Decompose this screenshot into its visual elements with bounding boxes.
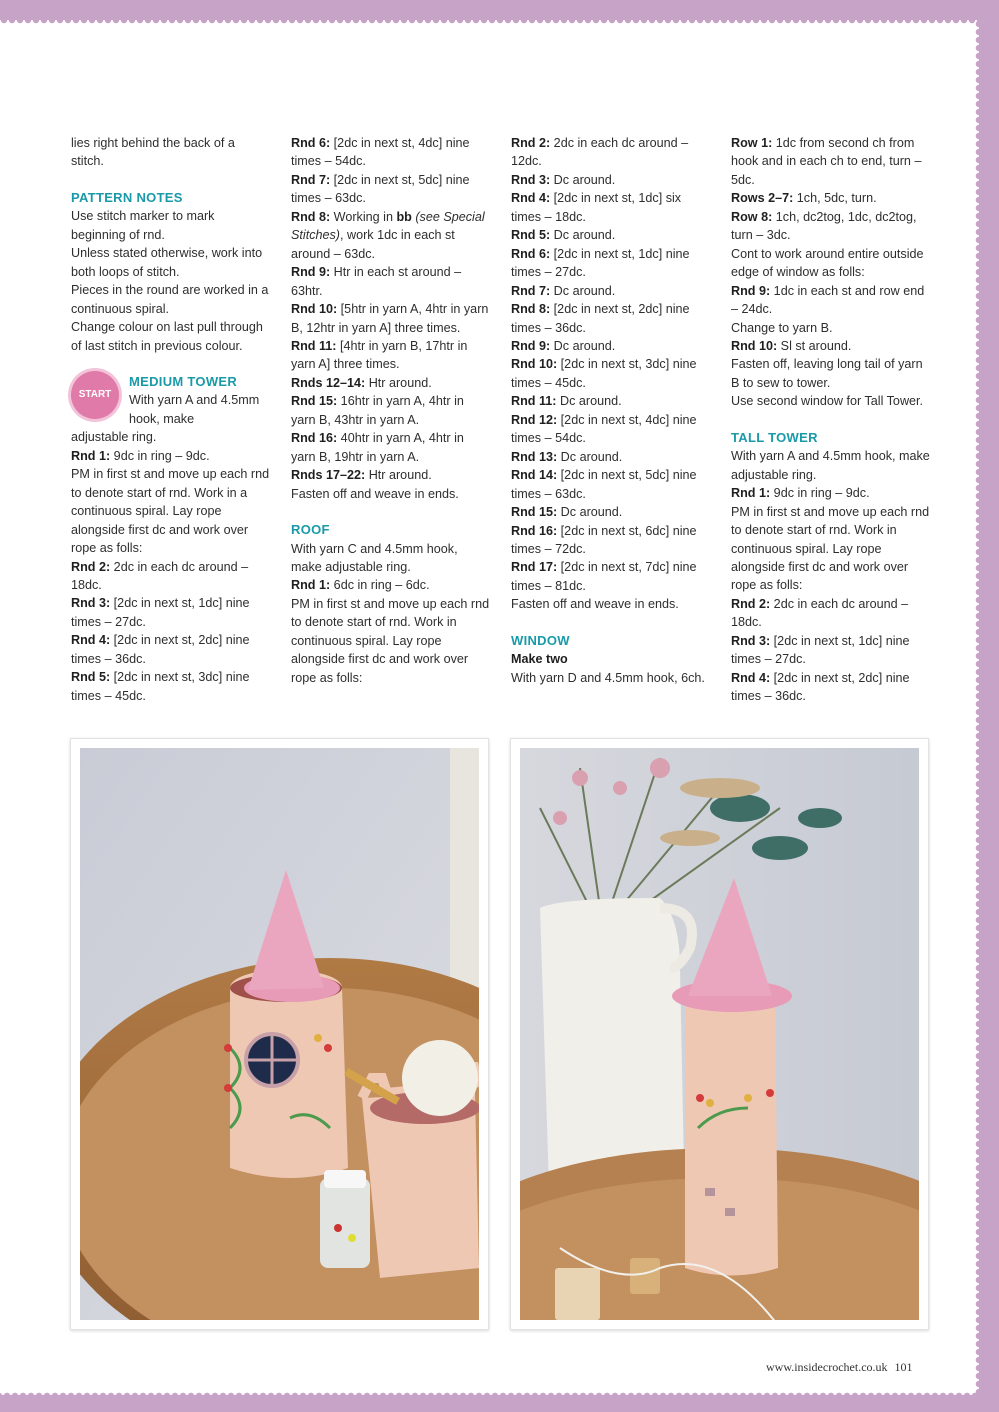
instruction-label: Row 8: bbox=[731, 209, 773, 224]
instruction-text: 2dc in each dc around – 18dc. bbox=[71, 559, 249, 592]
instruction-label: Rnd 10: bbox=[731, 338, 778, 353]
instruction-text: Dc around. bbox=[550, 228, 616, 243]
pattern-instruction bbox=[511, 503, 711, 521]
medium-tower-photo-image bbox=[80, 748, 479, 1320]
subheading bbox=[511, 650, 711, 668]
subheading-text: Make two bbox=[511, 652, 568, 667]
spacer bbox=[71, 355, 271, 373]
instruction-label: Rnd 8: bbox=[291, 209, 331, 224]
instruction-label: Rnd 9: bbox=[731, 283, 771, 298]
section-heading: TALL TOWER bbox=[731, 429, 818, 445]
instruction-label: Rnds 12–14: bbox=[291, 375, 366, 390]
pattern-instruction bbox=[511, 392, 711, 410]
instruction-label: Rnd 10: bbox=[291, 302, 338, 317]
pattern-text: PM in first st and move up each rnd to denote start of rnd. Work in a continuous spiral. Lay rope alongside first dc and work over rope as folls: bbox=[71, 467, 270, 556]
pattern-text: Cont to work around entire outside edge of window as folls: bbox=[731, 246, 924, 280]
instruction-text: 1ch, 5dc, turn. bbox=[793, 191, 877, 206]
pattern-text: With yarn A and 4.5mm hook, make adjustable ring. bbox=[731, 449, 930, 482]
pattern-instruction bbox=[511, 448, 711, 466]
instruction-text: [4htr in yarn B, 17htr in yarn A] three times. bbox=[291, 338, 468, 372]
section-heading: ROOF bbox=[291, 522, 330, 538]
instruction-text: Htr around. bbox=[365, 375, 432, 390]
instruction-text: [2dc in next st, 2dc] nine times – 36dc. bbox=[731, 670, 910, 704]
instruction-label: Rnd 8: bbox=[511, 302, 551, 317]
text-column-4 bbox=[731, 134, 931, 706]
instruction-text: 1dc from second ch from hook and in each ch to end, turn – 5dc. bbox=[731, 136, 922, 187]
instruction-label: Rnd 5: bbox=[71, 670, 111, 685]
pattern-instruction bbox=[511, 466, 711, 503]
instruction-label: Rnd 9: bbox=[511, 338, 551, 353]
instruction-text: [2dc in next st, 1dc] nine times – 27dc. bbox=[71, 596, 250, 629]
instruction-text: Htr in each st around – 63htr. bbox=[291, 265, 462, 298]
pattern-text: PM in first st and move up each rnd to denote start of rnd. Work in continuous spiral. Lay rope alongside first dc and work over rope as folls: bbox=[291, 596, 490, 685]
spacer bbox=[731, 411, 931, 429]
instruction-label: Rnd 4: bbox=[71, 633, 111, 648]
pattern-text: Change to yarn B. bbox=[731, 320, 833, 335]
section-heading: WINDOW bbox=[511, 632, 570, 648]
instruction-note: (see Special Stitches) bbox=[291, 209, 485, 243]
page-edge-right bbox=[973, 20, 979, 1395]
instruction-text: Sl st around. bbox=[777, 338, 852, 353]
instruction-label: Row 1: bbox=[731, 136, 773, 150]
instruction-label: Rnd 1: bbox=[71, 448, 111, 463]
footer-url[interactable]: www.insidecrochet.co.uk bbox=[766, 1360, 888, 1374]
pattern-instruction bbox=[511, 558, 711, 595]
instruction-text: [2dc in next st, 2dc] nine times – 36dc. bbox=[71, 633, 250, 666]
instruction-label: Rnd 1: bbox=[291, 578, 331, 593]
tall-tower-photo-image bbox=[520, 748, 919, 1320]
instruction-text: [2dc in next st, 1dc] nine times – 27dc. bbox=[731, 633, 910, 667]
pattern-instruction bbox=[511, 189, 711, 226]
instruction-term: bb bbox=[396, 209, 412, 224]
instruction-text: Dc around. bbox=[550, 283, 616, 298]
instruction-label: Rnd 6: bbox=[511, 246, 551, 261]
instruction-text: , work 1dc in each st around – 63dc. bbox=[291, 228, 455, 261]
instruction-label: Rnd 4: bbox=[731, 670, 771, 685]
instruction-text: 40htr in yarn A, 4htr in yarn B, 19htr in yarn A. bbox=[291, 431, 464, 464]
instruction-text: [2dc in next st, 5dc] nine times – 63dc. bbox=[511, 468, 697, 501]
pattern-instruction bbox=[731, 337, 931, 355]
page-number: 101 bbox=[894, 1360, 913, 1374]
instruction-text: [2dc in next st, 4dc] nine times – 54dc. bbox=[291, 136, 470, 169]
photo-tall-tower bbox=[510, 738, 929, 1330]
pattern-instruction bbox=[731, 669, 931, 706]
instruction-label: Rnd 15: bbox=[291, 394, 338, 409]
instruction-text: 9dc in ring – 9dc. bbox=[110, 448, 210, 463]
pattern-text: Use second window for Tall Tower. bbox=[731, 394, 924, 409]
pattern-instruction bbox=[291, 374, 491, 392]
instruction-label: Rnd 10: bbox=[511, 357, 558, 372]
pattern-instruction bbox=[291, 208, 491, 263]
pattern-instruction bbox=[731, 595, 931, 632]
pattern-text: Change colour on last pull through of last stitch in previous colour. bbox=[71, 320, 263, 353]
instruction-label: Rnd 16: bbox=[511, 523, 558, 538]
instruction-text: [2dc in next st, 6dc] nine times – 72dc. bbox=[511, 523, 697, 556]
pattern-instruction bbox=[71, 631, 271, 668]
page-footer bbox=[766, 1360, 913, 1375]
text-column-3 bbox=[511, 134, 711, 687]
instruction-text: [2dc in next st, 5dc] nine times – 63dc. bbox=[291, 172, 470, 206]
pattern-instruction bbox=[511, 522, 711, 559]
instruction-text: 1dc in each st and row end – 24dc. bbox=[731, 283, 925, 317]
instruction-text: Dc around. bbox=[556, 394, 622, 409]
instruction-text: 1ch, dc2tog, 1dc, dc2tog, turn – 3dc. bbox=[731, 209, 917, 243]
pattern-instruction bbox=[731, 134, 931, 189]
instruction-text: [2dc in next st, 3dc] nine times – 45dc. bbox=[511, 357, 697, 390]
instruction-label: Rnd 2: bbox=[511, 136, 551, 150]
instruction-label: Rnd 11: bbox=[291, 338, 337, 353]
instruction-text: 2dc in each dc around – 18dc. bbox=[731, 596, 909, 630]
instruction-label: Rnd 17: bbox=[511, 560, 558, 575]
pattern-instruction bbox=[291, 263, 491, 300]
instruction-label: Rnd 9: bbox=[291, 265, 331, 280]
pattern-text: adjustable ring. bbox=[71, 430, 157, 445]
pattern-instruction bbox=[511, 411, 711, 448]
instruction-text: Dc around. bbox=[557, 449, 623, 464]
instruction-text: Dc around. bbox=[557, 505, 623, 520]
pattern-instruction bbox=[71, 558, 271, 595]
pattern-instruction bbox=[291, 171, 491, 208]
instruction-label: Rnd 6: bbox=[291, 136, 331, 150]
text-column-1 bbox=[71, 134, 271, 705]
pattern-text: With yarn C and 4.5mm hook, make adjustable ring. bbox=[291, 541, 458, 574]
pattern-text: Use stitch marker to mark beginning of rnd. bbox=[71, 209, 215, 242]
pattern-text: Pieces in the round are worked in a continuous spiral. bbox=[71, 283, 269, 316]
pattern-text: With yarn D and 4.5mm hook, 6ch. bbox=[511, 670, 705, 685]
text-column-2 bbox=[291, 134, 491, 687]
instruction-label: Rnd 7: bbox=[511, 283, 551, 298]
instruction-label: Rnd 3: bbox=[511, 172, 551, 187]
instruction-text: [2dc in next st, 7dc] nine times – 81dc. bbox=[511, 560, 697, 593]
spacer bbox=[71, 171, 271, 189]
instruction-label: Rnds 17–22: bbox=[291, 468, 366, 483]
pattern-text: PM in first st and move up each rnd to denote start of rnd. Work in continuous spiral. Lay rope alongside first dc and work over rope as folls: bbox=[731, 504, 930, 593]
pattern-text: lies right behind the back of a stitch. bbox=[71, 136, 235, 169]
pattern-instruction bbox=[731, 632, 931, 669]
instruction-label: Rnd 1: bbox=[731, 486, 771, 501]
spacer bbox=[511, 614, 711, 632]
pattern-instruction bbox=[511, 245, 711, 282]
instruction-text: [2dc in next st, 1dc] nine times – 27dc. bbox=[511, 246, 690, 280]
pattern-instruction bbox=[511, 226, 711, 244]
instruction-label: Rnd 7: bbox=[291, 172, 331, 187]
instruction-label: Rnd 12: bbox=[511, 412, 558, 427]
instruction-label: Rnd 14: bbox=[511, 468, 558, 483]
pattern-instruction bbox=[71, 594, 271, 631]
instruction-text: [2dc in next st, 2dc] nine times – 36dc. bbox=[511, 302, 690, 335]
instruction-text: 9dc in ring – 9dc. bbox=[770, 486, 870, 501]
pattern-instruction bbox=[291, 429, 491, 466]
instruction-text: Htr around. bbox=[365, 468, 432, 483]
pattern-instruction bbox=[291, 392, 491, 429]
instruction-text: 2dc in each dc around – 12dc. bbox=[511, 136, 689, 169]
instruction-label: Rnd 5: bbox=[511, 228, 551, 243]
instruction-label: Rnd 2: bbox=[71, 559, 111, 574]
instruction-text: 16htr in yarn A, 4htr in yarn B, 43htr in yarn A. bbox=[291, 394, 464, 427]
instruction-text: 6dc in ring – 6dc. bbox=[330, 578, 430, 593]
start-badge-icon: START bbox=[71, 371, 119, 419]
pattern-text: Fasten off and weave in ends. bbox=[511, 597, 679, 612]
pattern-text: Unless stated otherwise, work into both loops of stitch. bbox=[71, 246, 263, 279]
pattern-instruction bbox=[731, 189, 931, 207]
pattern-instruction bbox=[71, 668, 271, 705]
instruction-text: Dc around. bbox=[550, 172, 616, 187]
section-heading: PATTERN NOTES bbox=[71, 189, 183, 205]
pattern-instruction bbox=[511, 300, 711, 337]
pattern-instruction bbox=[291, 337, 491, 374]
page-edge-top bbox=[0, 20, 979, 26]
instruction-label: Rnd 3: bbox=[71, 596, 111, 611]
instruction-text: [5htr in yarn A, 4htr in yarn B, 12htr in yarn A] three times. bbox=[291, 302, 489, 335]
pattern-instruction bbox=[291, 300, 491, 337]
instruction-label: Rows 2–7: bbox=[731, 191, 794, 206]
instruction-text: [2dc in next st, 4dc] nine times – 54dc. bbox=[511, 412, 697, 446]
instruction-text: [2dc in next st, 1dc] six times – 18dc. bbox=[511, 191, 682, 224]
instruction-text: Dc around. bbox=[550, 338, 616, 353]
pattern-instruction bbox=[731, 282, 931, 319]
section-heading: MEDIUM TOWER bbox=[129, 373, 238, 389]
photo-medium-tower bbox=[70, 738, 489, 1330]
spacer bbox=[291, 503, 491, 521]
instruction-label: Rnd 4: bbox=[511, 191, 551, 206]
pattern-instruction bbox=[291, 134, 491, 171]
pattern-instruction bbox=[731, 208, 931, 245]
instruction-label: Rnd 2: bbox=[731, 596, 771, 611]
pattern-text: Fasten off, leaving long tail of yarn B to sew to tower. bbox=[731, 357, 923, 390]
instruction-label: Rnd 13: bbox=[511, 449, 558, 464]
pattern-instruction bbox=[71, 447, 271, 465]
instruction-label: Rnd 16: bbox=[291, 431, 338, 446]
instruction-label: Rnd 11: bbox=[511, 394, 557, 409]
instruction-label: Rnd 3: bbox=[731, 633, 771, 648]
page-edge-bottom bbox=[0, 1390, 979, 1396]
pattern-instruction bbox=[731, 484, 931, 502]
instruction-text: Working in bbox=[330, 209, 397, 224]
pattern-instruction bbox=[291, 576, 491, 594]
pattern-instruction bbox=[511, 355, 711, 392]
pattern-instruction bbox=[511, 134, 711, 171]
instruction-text: [2dc in next st, 3dc] nine times – 45dc. bbox=[71, 670, 250, 703]
pattern-instruction bbox=[511, 337, 711, 355]
pattern-text: With yarn A and 4.5mm hook, make bbox=[129, 393, 260, 426]
pattern-instruction bbox=[511, 282, 711, 300]
pattern-instruction bbox=[511, 171, 711, 189]
instruction-label: Rnd 15: bbox=[511, 505, 558, 520]
pattern-instruction bbox=[291, 466, 491, 484]
pattern-text: Fasten off and weave in ends. bbox=[291, 486, 459, 501]
start-block bbox=[71, 373, 271, 447]
